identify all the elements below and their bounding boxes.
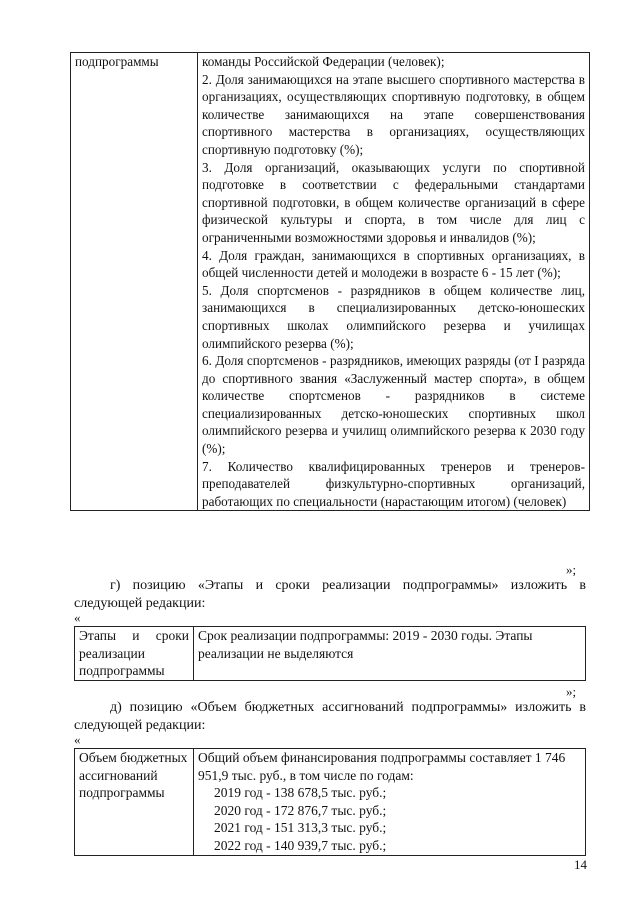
list-item: 4. Доля граждан, занимающихся в спортивных организациях, в общей численности детей и молодежи в возрасте 6 - 15 лет (%); <box>202 247 585 281</box>
list-item: 2. Доля занимающихся на этапе высшего спортивного мастерства в организациях, осуществляющих спортивную подготовку, в общем количестве занимающихся на этапе совершенствования спортивного мастерства в организациях, осуществляющих спортивную подготовку (%); <box>202 71 585 157</box>
budget-table <box>74 748 586 856</box>
stages-table <box>74 626 586 681</box>
list-item: 7. Количество квалифицированных тренеров и тренеров-преподавателей физкультурно-спортивных организаций, работающих по специальности (нарастающим итогом) (человек) <box>202 458 585 509</box>
list-item: команды Российской Федерации (человек); <box>202 54 445 69</box>
indicators-list <box>198 53 590 511</box>
table-row <box>75 749 586 856</box>
list-item: 2021 год - 151 313,3 тыс. руб.; <box>214 820 387 836</box>
table-row <box>71 53 590 511</box>
page-number: 14 <box>574 857 587 872</box>
list-item: 2019 год - 138 678,5 тыс. руб.; <box>214 785 387 801</box>
paragraph-g <box>74 577 586 613</box>
list-item: 2020 год - 172 876,7 тыс. руб.; <box>214 802 387 818</box>
budget-cell <box>194 749 586 856</box>
list-item: 5. Доля спортсменов - разрядников в общем количестве лиц, занимающихся в специализированных детско-юношеских спортивных школах олимпийского резерва и училищах олимпийского резерва (%); <box>202 282 585 351</box>
closing-quote: »; <box>566 562 577 577</box>
opening-quote: « <box>74 732 81 747</box>
paragraph-text: д) позицию «Объем бюджетных ассигнований подпрограммы» изложить в следующей редакции: <box>74 700 586 733</box>
table-row <box>75 627 586 681</box>
opening-quote: « <box>74 610 81 625</box>
list-item: 2022 год - 140 939,7 тыс. руб.; <box>214 837 387 853</box>
list-item: 6. Доля спортсменов - разрядников, имеющих разряды (от I разряда до спортивного звания «Заслуженный мастер спорта», в общем количестве спортсменов - разрядников в системе специализированных детско-юношеских спортивных школ олимпийского резерва и училищ олимпийского резерва к 2030 году (%); <box>202 353 585 457</box>
table-cell-label: Объем бюджетных ассигнований подпрограммы <box>75 749 194 856</box>
indicators-table <box>70 52 590 511</box>
paragraph-text: г) позицию «Этапы и сроки реализации подпрограммы» изложить в следующей редакции: <box>74 578 586 611</box>
list-item: 3. Доля организаций, оказывающих услуги по спортивной подготовке в соответствии с федеральными стандартами спортивной подготовки, в общем количестве организаций в сфере физической культуры и спорта, в том числе для лиц с ограниченными возможностями здоровья и инвалидов (%); <box>202 159 585 245</box>
table-cell-value: Срок реализации подпрограммы: 2019 - 2030 годы. Этапы реализации не выделяются <box>194 627 586 681</box>
table-cell-label: Этапы и сроки реализации подпрограммы <box>75 627 194 681</box>
budget-intro: Общий объем финансирования подпрограммы составляет 1 746 951,9 тыс. руб., в том числе по годам: <box>198 750 566 783</box>
table-cell-label: подпрограммы <box>71 53 198 511</box>
closing-quote: »; <box>566 684 577 699</box>
paragraph-d <box>74 699 586 735</box>
